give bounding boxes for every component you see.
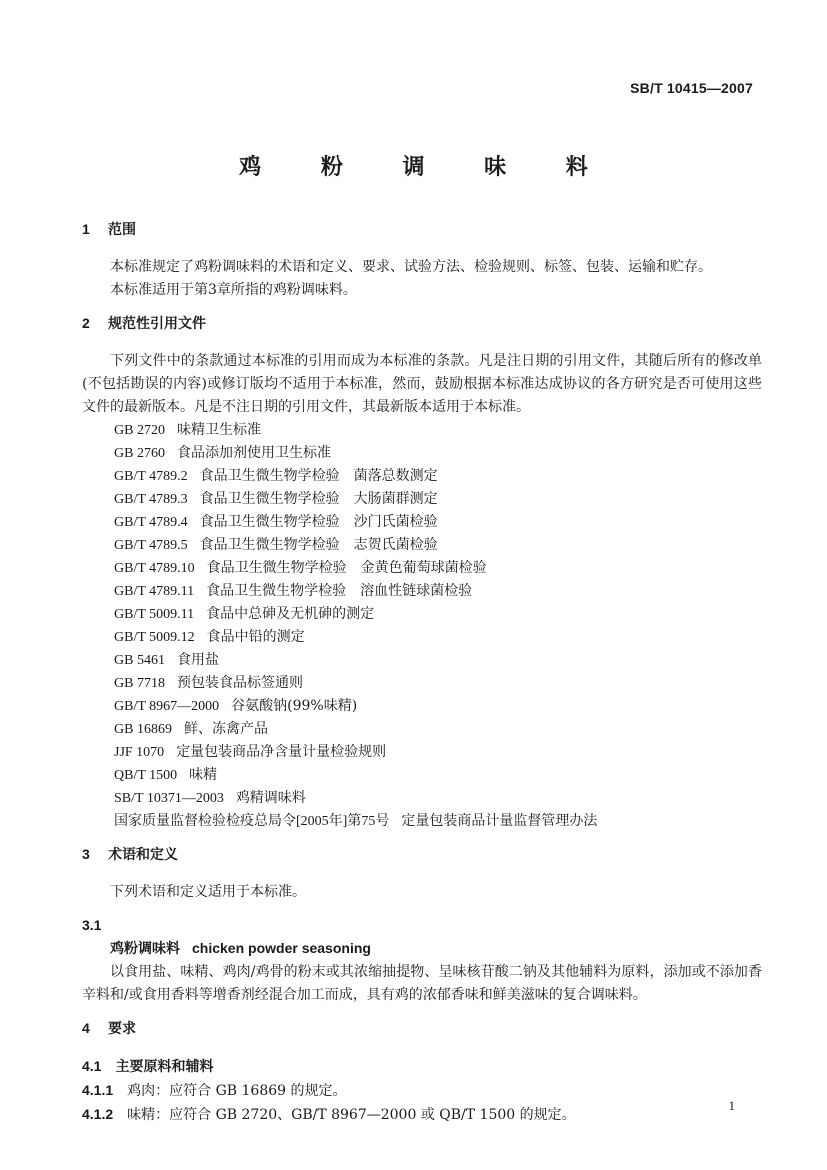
reference-code: SB/T 10371—2003	[114, 791, 224, 806]
section-title: 范围	[108, 222, 136, 238]
reference-item	[114, 442, 762, 465]
reference-name: 定量包装商品计量监督管理办法	[401, 813, 598, 829]
reference-item	[114, 695, 762, 718]
section-number: 2	[82, 315, 90, 331]
reference-name: 鲜、冻禽产品	[183, 721, 268, 737]
terms-intro: 下列术语和定义适用于本标准。	[110, 884, 306, 900]
reference-name: 食品中总砷及无机砷的测定	[206, 606, 375, 622]
term-definition: 以食用盐、味精、鸡肉/鸡骨的粉末或其浓缩抽提物、呈味核苷酸二钠及其他辅料为原料，添加或不添加香辛料和/或食用香料等增香剂经混合加工而成，具有鸡的浓郁香味和鲜美滋味的复合调味料。	[82, 964, 762, 1003]
section-number: 3	[82, 846, 90, 862]
clause-text: 味精：应符合 GB 2720、GB/T 8967—2000 或 QB/T 1500 的规定。	[127, 1107, 576, 1123]
clause-title: 主要原料和辅料	[115, 1059, 214, 1075]
reference-item	[114, 741, 762, 764]
reference-code: GB/T 4789.3	[114, 492, 188, 507]
clause-text: 鸡肉：应符合 GB 16869 的规定。	[127, 1083, 347, 1099]
page-number: 1	[728, 1098, 735, 1113]
reference-code: GB/T 5009.11	[114, 607, 195, 622]
reference-code: GB 7718	[114, 676, 165, 691]
reference-item	[114, 419, 762, 442]
reference-item	[114, 626, 762, 649]
reference-code: GB/T 4789.11	[114, 584, 195, 599]
reference-code: GB 2720	[114, 423, 165, 438]
reference-code: GB/T 4789.10	[114, 561, 195, 576]
reference-name: 食品卫生微生物学检验 金黄色葡萄球菌检验	[206, 560, 487, 576]
section-number: 4	[82, 1020, 90, 1036]
reference-name: 食品卫生微生物学检验 菌落总数测定	[199, 468, 438, 484]
reference-code: GB/T 4789.4	[114, 515, 188, 530]
term-heading	[82, 937, 762, 961]
section-number: 1	[82, 221, 90, 237]
clause-number: 4.1.1	[82, 1082, 114, 1098]
section-2-heading	[82, 312, 762, 336]
term-chinese: 鸡粉调味料	[110, 941, 180, 957]
section-1-heading	[82, 218, 762, 242]
reference-code: GB/T 8967—2000	[114, 699, 220, 714]
reference-name: 食品卫生微生物学检验 大肠菌群测定	[199, 491, 438, 507]
reference-name: 食品卫生微生物学检验 沙门氏菌检验	[199, 514, 438, 530]
scope-paragraph: 本标准规定了鸡粉调味料的术语和定义、要求、试验方法、检验规则、标签、包装、运输和贮存。	[110, 259, 712, 275]
reference-item	[114, 810, 762, 833]
scope-paragraph: 本标准适用于第3章所指的鸡粉调味料。	[110, 282, 357, 298]
reference-item	[114, 718, 762, 741]
clause-number: 4.1.2	[82, 1106, 114, 1122]
reference-code: QB/T 1500	[114, 768, 178, 783]
reference-item	[114, 511, 762, 534]
reference-name: 味精	[189, 767, 218, 783]
reference-code: GB/T 4789.5	[114, 538, 188, 553]
section-title: 术语和定义	[108, 847, 178, 863]
reference-list	[82, 419, 762, 833]
reference-code: GB/T 5009.12	[114, 630, 195, 645]
reference-name: 食用盐	[176, 652, 219, 668]
reference-item	[114, 488, 762, 511]
document-title: 鸡 粉 调 味 料	[239, 155, 614, 180]
reference-name: 食品中铅的测定	[206, 629, 305, 645]
reference-name: 食品卫生微生物学检验 溶血性链球菌检验	[206, 583, 473, 599]
section-4-heading	[82, 1017, 762, 1041]
reference-name: 定量包装商品净含量计量检验规则	[176, 744, 387, 760]
reference-item	[114, 603, 762, 626]
reference-code: JJF 1070	[114, 745, 165, 760]
section-title: 要求	[108, 1021, 136, 1037]
reference-name: 食品卫生微生物学检验 志贺氏菌检验	[199, 537, 438, 553]
document-body	[82, 218, 762, 1127]
references-intro: 下列文件中的条款通过本标准的引用而成为本标准的条款。凡是注日期的引用文件，其随后所有的修改单(不包括勘误的内容)或修订版均不适用于本标准，然而，鼓励根据本标准达成协议的各方研究是否可使用这些文件的最新版本。凡是不注日期的引用文件，其最新版本适用于本标准。	[82, 353, 762, 415]
section-3-heading	[82, 843, 762, 867]
reference-item	[114, 649, 762, 672]
reference-name: 食品添加剂使用卫生标准	[176, 445, 331, 461]
reference-code: GB 16869	[114, 722, 172, 737]
reference-name: 谷氨酸钠(99%味精)	[231, 698, 358, 714]
standard-code: SB/T 10415—2007	[630, 80, 753, 96]
term-number: 3.1	[82, 917, 102, 933]
reference-name: 鸡精调味料	[235, 790, 306, 806]
reference-name: 味精卫生标准	[176, 422, 261, 438]
clause-4-1-2	[82, 1103, 762, 1127]
reference-item	[114, 787, 762, 810]
reference-code: GB 2760	[114, 446, 165, 461]
term-english: chicken powder seasoning	[192, 940, 371, 956]
reference-item	[114, 580, 762, 603]
reference-item	[114, 672, 762, 695]
reference-name: 预包装食品标签通则	[176, 675, 303, 691]
reference-code: GB 5461	[114, 653, 165, 668]
reference-item	[114, 534, 762, 557]
reference-item	[114, 557, 762, 580]
clause-number: 4.1	[82, 1058, 102, 1074]
section-title: 规范性引用文件	[108, 316, 206, 332]
reference-code: GB/T 4789.2	[114, 469, 188, 484]
clause-4-1	[82, 1055, 762, 1079]
reference-item	[114, 465, 762, 488]
reference-code: 国家质量监督检验检疫总局令[2005年]第75号	[114, 814, 390, 829]
clause-4-1-1	[82, 1079, 762, 1103]
reference-item	[114, 764, 762, 787]
